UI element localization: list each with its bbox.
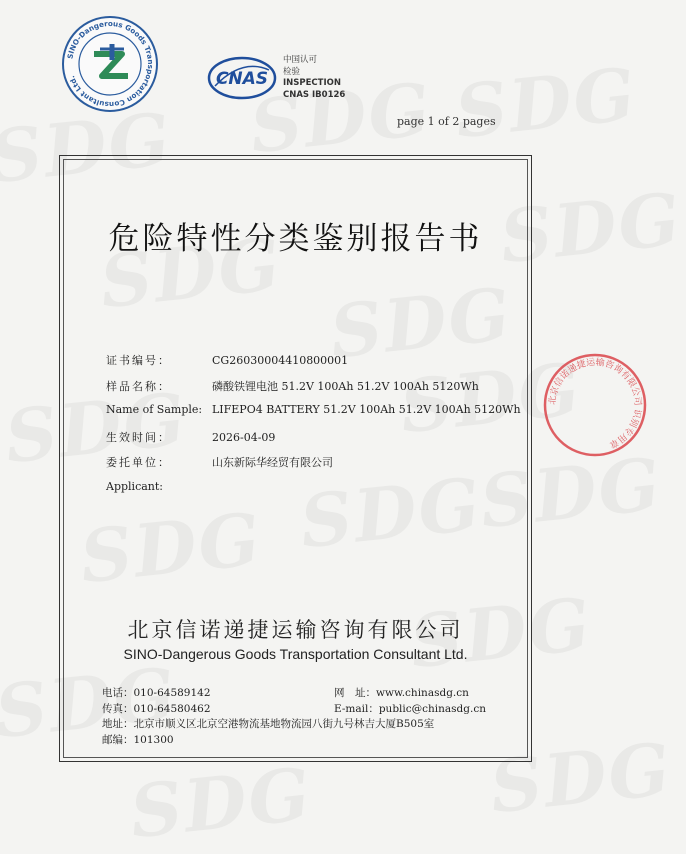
contact-row [102, 733, 434, 749]
contact-row [102, 717, 434, 733]
field-label: 委托单位： [106, 456, 171, 469]
contact-phone: 电话：010-64589142 [102, 687, 211, 699]
field-value: 磷酸铁锂电池 51.2V 100Ah 51.2V 100Ah 5120Wh [212, 379, 479, 393]
contact-row [102, 686, 469, 702]
company-logo [60, 14, 160, 114]
field-label: 样品名称： [106, 379, 171, 393]
contact-email: E-mail：public@chinasdg.cn [334, 702, 486, 715]
field-certificate-number [106, 352, 521, 378]
contact-info [102, 686, 486, 748]
cnas-line-3: INSPECTION [283, 78, 341, 88]
cnas-logo [207, 56, 277, 100]
field-label: 生效时间： [106, 430, 171, 444]
field-label: Applicant: [106, 479, 163, 493]
contact-fax: 传真：010-64580462 [102, 702, 211, 715]
cnas-line-1: 中国认可 [283, 55, 318, 65]
logo-ring-text: SINO-Dangerous Goods Transportation Consultant Ltd. [65, 18, 156, 110]
field-value: LIFEPO4 BATTERY 51.2V 100Ah 51.2V 100Ah 5120Wh [212, 403, 521, 416]
field-value: 山东新际华经贸有限公司 [212, 456, 333, 469]
contact-row [102, 702, 486, 718]
page-number: page 1 of 2 pages [397, 115, 496, 128]
seal-text: 北京信诺递捷运输咨询有限公司 识别专用章 [547, 357, 643, 450]
cnas-accreditation [207, 52, 377, 108]
cnas-line-2: 检验 [283, 66, 301, 77]
cnas-text [283, 55, 345, 101]
field-applicant-cn [106, 454, 521, 480]
official-seal [540, 350, 650, 460]
field-label: Name of Sample: [106, 403, 203, 416]
field-applicant-en [106, 480, 521, 506]
cnas-line-4: CNAS IB0126 [283, 89, 346, 100]
contact-website: 网 址：www.chinasdg.cn [334, 687, 469, 699]
company-name-en: SINO-Dangerous Goods Transportation Consultant Ltd. [123, 646, 468, 662]
field-value: 2026-04-09 [212, 430, 276, 444]
company-name-cn: 北京信诺递捷运输咨询有限公司 [127, 618, 464, 642]
watermark [126, 751, 316, 854]
contact-postcode: 邮编：101300 [102, 733, 174, 746]
document-title: 危险特性分类鉴别报告书 [108, 221, 483, 257]
field-label: 证书编号： [106, 354, 171, 367]
certificate-fields [106, 352, 521, 505]
field-sample-name-en [106, 403, 521, 429]
watermark [451, 51, 641, 155]
field-sample-name-cn [106, 378, 521, 404]
contact-address: 地址：北京市顺义区北京空港物流基地物流园八街九号林吉大厦B505室 [102, 718, 435, 730]
cnas-mark-text: CNAS [215, 69, 269, 89]
field-value: CG26030004410800001 [212, 354, 349, 367]
field-effective-date [106, 429, 521, 455]
